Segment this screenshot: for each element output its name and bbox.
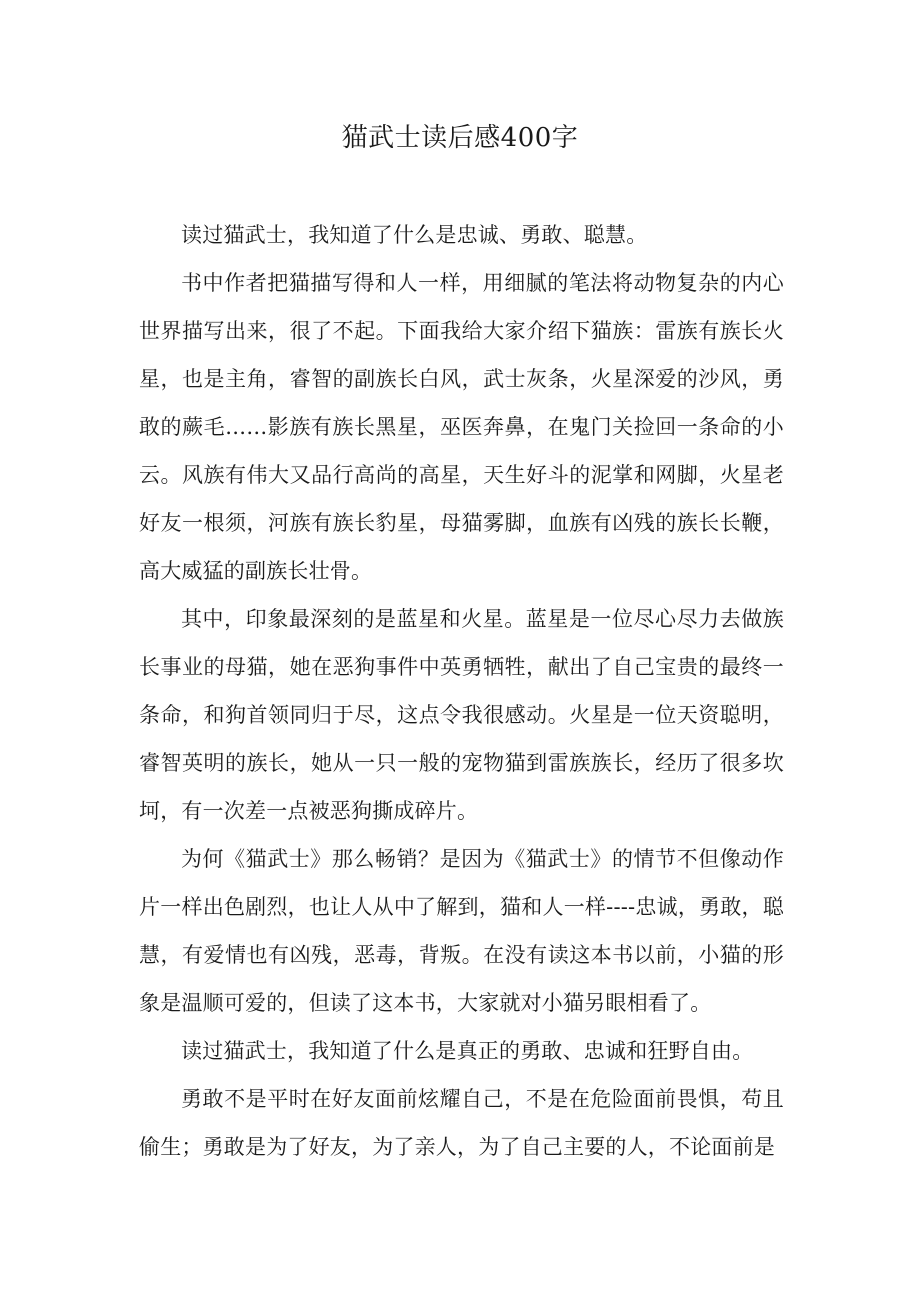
paragraph-6: 勇敢不是平时在好友面前炫耀自己，不是在危险面前畏惧，苟且偷生；勇敢是为了好友，为了亲人，为了自己主要的人，不论面前是 xyxy=(139,1087,784,1159)
document-body xyxy=(139,211,784,1171)
paragraph-3: 其中，印象最深刻的是蓝星和火星。蓝星是一位尽心尽力去做族长事业的母猫，她在恶狗事件中英勇牺牲，献出了自己宝贵的最终一条命，和狗首领同归于尽，这点令我很感动。火星是一位天资聪明，睿智英明的族长，她从一只一般的宠物猫到雷族族长，经历了很多坎坷，有一次差一点被恶狗撕成碎片。 xyxy=(139,607,784,823)
paragraph-4: 为何《猫武士》那么畅销？是因为《猫武士》的情节不但像动作片一样出色剧烈，也让人从中了解到，猫和人一样----忠诚，勇敢，聪慧，有爱情也有凶残，恶毒，背叛。在没有读这本书以前，小猫的形象是温顺可爱的，但读了这本书，大家就对小猫另眼相看了。 xyxy=(139,847,784,1015)
paragraph-1: 读过猫武士，我知道了什么是忠诚、勇敢、聪慧。 xyxy=(181,223,648,247)
document-title: 猫武士读后感400字 xyxy=(341,123,579,153)
paragraph-2: 书中作者把猫描写得和人一样，用细腻的笔法将动物复杂的内心世界描写出来，很了不起。下面我给大家介绍下猫族：雷族有族长火星，也是主角，睿智的副族长白风，武士灰条，火星深爱的沙风，勇敢的蕨毛……影族有族长黑星，巫医奔鼻，在鬼门关捡回一条命的小云。风族有伟大又品行高尚的高星，天生好斗的泥掌和网脚，火星老好友一根须，河族有族长豹星，母猫雾脚，血族有凶残的族长长鞭，高大威猛的副族长壮骨。 xyxy=(139,271,784,583)
paragraph-5: 读过猫武士，我知道了什么是真正的勇敢、忠诚和狂野自由。 xyxy=(181,1039,754,1063)
